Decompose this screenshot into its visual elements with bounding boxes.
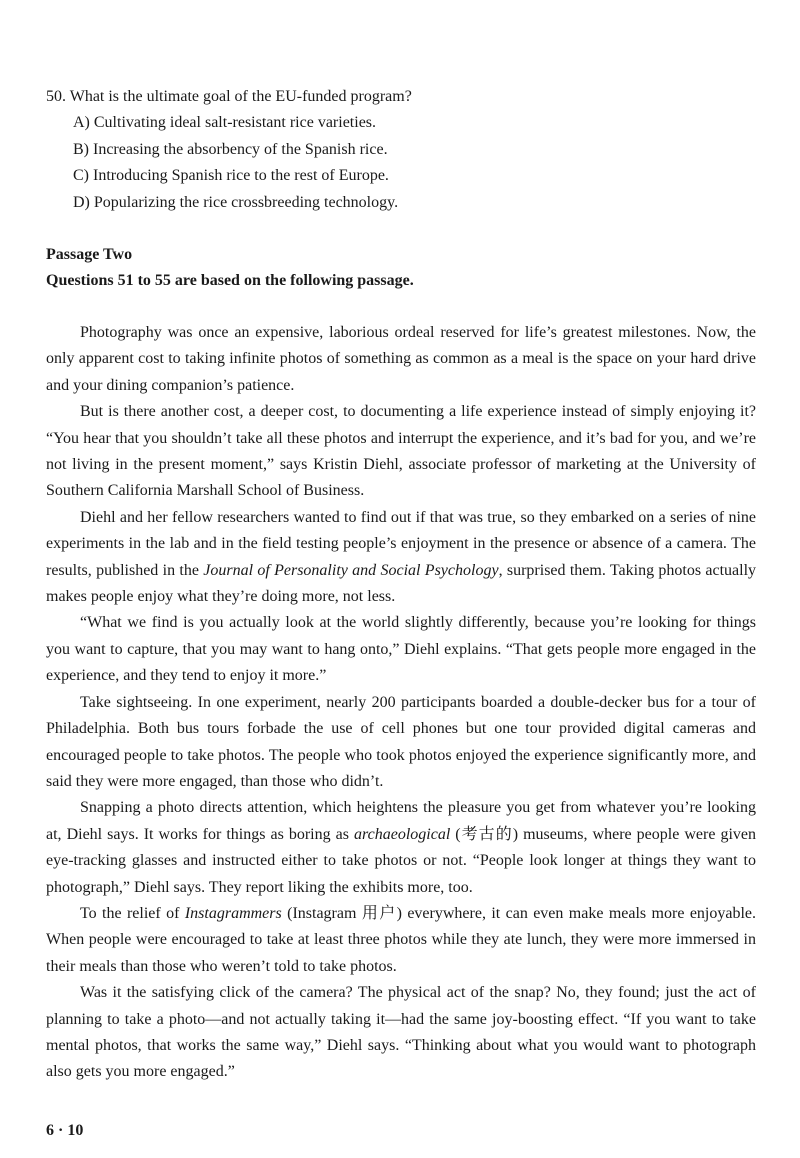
paragraph-3-text-b: , surprised them. Taking photos actually makes people enjoy what they’re doing more, not less. [46, 561, 757, 606]
passage-body [46, 320, 756, 1086]
paragraph-1: Photography was once an expensive, laborious ordeal reserved for life’s greatest milestones. Now, the only apparent cost to taking infinite photos of something as common as a meal is the space on your hard drive and your dining companion’s patience. [46, 324, 756, 394]
passage-instruction: Questions 51 to 55 are based on the following passage. [46, 272, 414, 289]
page-number: 6 · 10 [46, 1122, 84, 1139]
paragraph-4: “What we find is you actually look at the world slightly differently, because you’re looking for things you want to capture, that you may want to hang onto,” Diehl explains. “That gets people more engaged in the experience, and they tend to enjoy it more.” [46, 614, 756, 685]
paragraph-6-text-a: Snapping a photo directs attention, which heightens the pleasure you get from whatever you’re looking at, Diehl says. It works for things as boring as [46, 799, 756, 843]
glossed-term-instagrammers: Instagrammers [184, 904, 282, 922]
option-a: A) Cultivating ideal salt-resistant rice varieties. [73, 114, 377, 131]
paragraph-7-text-a: To the relief of [80, 904, 185, 922]
option-b: B) Increasing the absorbency of the Spanish rice. [73, 140, 388, 158]
paragraph-3 [46, 505, 756, 611]
glossed-term-archaeological: archaeological [353, 825, 451, 843]
paragraph-6 [46, 795, 756, 901]
question-50-stem: 50. What is the ultimate goal of the EU-funded program? [46, 88, 412, 105]
paragraph-7-text-b: everywhere, it can even make meals more enjoyable. When people were encouraged to take at least three photos while they ate lunch, they were more immersed in their meals than those who weren’t told to take photos. [46, 904, 757, 975]
option-d: D) Popularizing the rice crossbreeding technology. [73, 193, 399, 211]
option-c: C) Introducing Spanish rice to the rest of Europe. [73, 167, 389, 184]
passage-title: Passage Two [46, 246, 133, 263]
answer-options [46, 110, 756, 216]
paragraph-5: Take sightseeing. In one experiment, nearly 200 participants boarded a double-decker bus for a tour of Philadelphia. Both bus tours forbade the use of cell phones but one tour provided digital cameras and encouraged people to take photos. The people who took photos enjoyed the experience significantly more, and said they were more engaged, than those who didn’t. [46, 693, 756, 790]
paragraph-6-text-b: museums, where people were given eye-tracking glasses and instructed either to take photos or not. “People look longer at things they want to photograph,” Diehl says. They report liking the exhibits more, too. [46, 825, 756, 896]
paragraph-8: Was it the satisfying click of the camera? The physical act of the snap? No, they found; just the act of planning to take a photo—and not actually taking it—had the same joy-boosting effect. “If you want to take mental photos, that works the same way,” Diehl says. “Thinking about what you would want to photograph also gets you more engaged.” [46, 984, 756, 1081]
gloss-instagrammers: (Instagram 用户) [281, 904, 408, 922]
exam-page [46, 84, 756, 1086]
journal-title: Journal of Personality and Social Psychology [203, 561, 499, 579]
gloss-archaeological: (考古的) [450, 825, 524, 843]
paragraph-7 [46, 901, 756, 980]
paragraph-2: But is there another cost, a deeper cost, to documenting a life experience instead of simply enjoying it? “You hear that you shouldn’t take all these photos and interrupt the experience, and it’s bad for you, and we’re not living in the present moment,” says Kristin Diehl, associate professor of marketing at the University of Southern California Marshall School of Business. [46, 403, 756, 500]
paragraph-3-text-a: Diehl and her fellow researchers wanted to find out if that was true, so they embarked on a series of nine experiments in the lab and in the field testing people’s enjoyment in the presence or absence of a camera. The results, published in the [46, 508, 756, 579]
